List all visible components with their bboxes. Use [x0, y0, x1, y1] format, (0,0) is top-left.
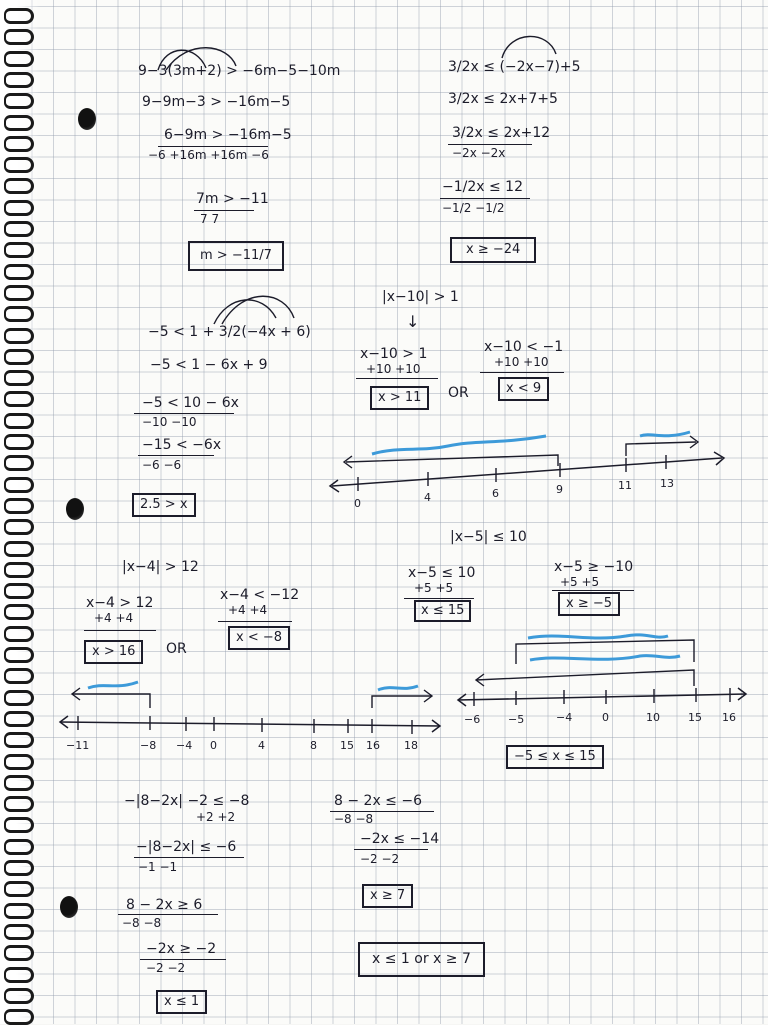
tick-label: 13	[660, 477, 674, 490]
tick-label: 10	[646, 711, 660, 724]
work-line: 3/2x ≤ 2x+7+5	[448, 91, 558, 107]
tick-label: 8	[310, 739, 317, 752]
final-answer-box: x ≤ 1 or x ≥ 7	[358, 942, 485, 977]
tick-label: 4	[424, 491, 431, 504]
work-line: −5 < 1 + 3/2(−4x + 6)	[148, 324, 311, 340]
tick-label: −8	[140, 739, 157, 752]
distribution-arc	[222, 296, 294, 324]
work-line: −|8−2x| −2 ≤ −8	[124, 793, 250, 809]
answer-box: x > 16	[84, 640, 143, 664]
problem-header: |x−10| > 1	[382, 289, 459, 305]
work-line: +5 +5	[560, 575, 600, 589]
work-line: −2 −2	[360, 852, 400, 866]
work-line: 6−9m > −16m−5	[164, 127, 292, 143]
or-label: OR	[448, 385, 469, 401]
work-line: −1/2 −1/2	[442, 201, 505, 215]
down-arrow: ↓	[406, 312, 420, 331]
tick-label: 16	[366, 739, 380, 752]
answer-box: x ≥ −24	[450, 237, 536, 263]
answer-box: x ≥ 7	[362, 884, 413, 908]
work-line: x−10 < −1	[484, 339, 564, 355]
work-line: +10 +10	[494, 355, 549, 369]
work-line: −8 −8	[122, 916, 162, 930]
answer-box: x < −8	[228, 626, 290, 650]
work-line: −2x −2x	[452, 146, 506, 160]
answer-box: 2.5 > x	[132, 493, 196, 517]
tick-label: 4	[258, 739, 265, 752]
work-line: −1/2x ≤ 12	[442, 179, 523, 195]
work-line: −2 −2	[146, 961, 186, 975]
distribution-arc	[214, 300, 276, 324]
tick-label: 0	[354, 497, 361, 510]
problem-header: |x−5| ≤ 10	[450, 529, 527, 545]
work-line: −2x ≤ −14	[360, 831, 440, 847]
tick-label: −6	[464, 713, 481, 726]
tick-label: 0	[210, 739, 217, 752]
work-line: 9−9m−3 > −16m−5	[142, 94, 291, 110]
answer-box: x > 11	[370, 386, 429, 410]
work-line: +4 +4	[94, 611, 134, 625]
tick-label: 15	[340, 739, 354, 752]
tick-label: 16	[722, 711, 736, 724]
work-line: −10 −10	[142, 415, 197, 429]
work-line: −15 < −6x	[142, 437, 222, 453]
distribution-arc	[502, 36, 556, 58]
or-label: OR	[166, 641, 187, 657]
answer-box: x ≥ −5	[558, 592, 620, 616]
work-line: +2 +2	[196, 810, 236, 824]
tick-label: 15	[688, 711, 702, 724]
work-line: 3/2x ≤ 2x+12	[452, 125, 551, 141]
tick-label: 11	[618, 479, 632, 492]
tick-label: −4	[176, 739, 193, 752]
tick-label: −4	[556, 711, 573, 724]
work-line: +10 +10	[366, 362, 421, 376]
answer-box: x ≤ 1	[156, 990, 207, 1014]
work-line: x−5 ≤ 10	[408, 565, 476, 581]
work-line: −1 −1	[138, 860, 178, 874]
work-line: −2x ≥ −2	[146, 941, 217, 957]
work-line: 3/2x ≤ (−2x−7)+5	[448, 59, 581, 75]
work-line: x−4 > 12	[86, 595, 154, 611]
work-line: −6 +16m +16m −6	[148, 148, 269, 162]
work-line: 8 − 2x ≤ −6	[334, 793, 422, 809]
answer-box: x ≤ 15	[414, 600, 471, 622]
tick-label: 9	[556, 483, 563, 496]
work-line: −6 −6	[142, 458, 182, 472]
work-line: −5 < 1 − 6x + 9	[150, 357, 268, 373]
work-line: −8 −8	[334, 812, 374, 826]
work-line: x−4 < −12	[220, 587, 300, 603]
work-line: 8 − 2x ≥ 6	[126, 897, 203, 913]
work-line: x−10 > 1	[360, 346, 428, 362]
work-line: +5 +5	[414, 581, 454, 595]
tick-label: −11	[66, 739, 90, 752]
answer-box: x < 9	[498, 377, 549, 401]
work-line: 7 7	[200, 212, 220, 226]
work-line: +4 +4	[228, 603, 268, 617]
distribution-arc	[158, 50, 206, 70]
work-line: x−5 ≥ −10	[554, 559, 634, 575]
number-line-problem-5	[60, 682, 440, 734]
work-line: 7m > −11	[196, 191, 269, 207]
problem-header: |x−4| > 12	[122, 559, 199, 575]
answer-box: m > −11/7	[188, 241, 284, 271]
tick-label: 6	[492, 487, 499, 500]
tick-label: 0	[602, 711, 609, 724]
tick-label: −5	[508, 713, 525, 726]
answer-box: −5 ≤ x ≤ 15	[506, 745, 604, 769]
work-line: −|8−2x| ≤ −6	[136, 839, 237, 855]
work-line: −5 < 10 − 6x	[142, 395, 239, 411]
number-line-problem-6	[458, 635, 746, 706]
tick-label: 18	[404, 739, 418, 752]
work-line: 9−3(3m+2) > −6m−5−10m	[138, 63, 341, 79]
